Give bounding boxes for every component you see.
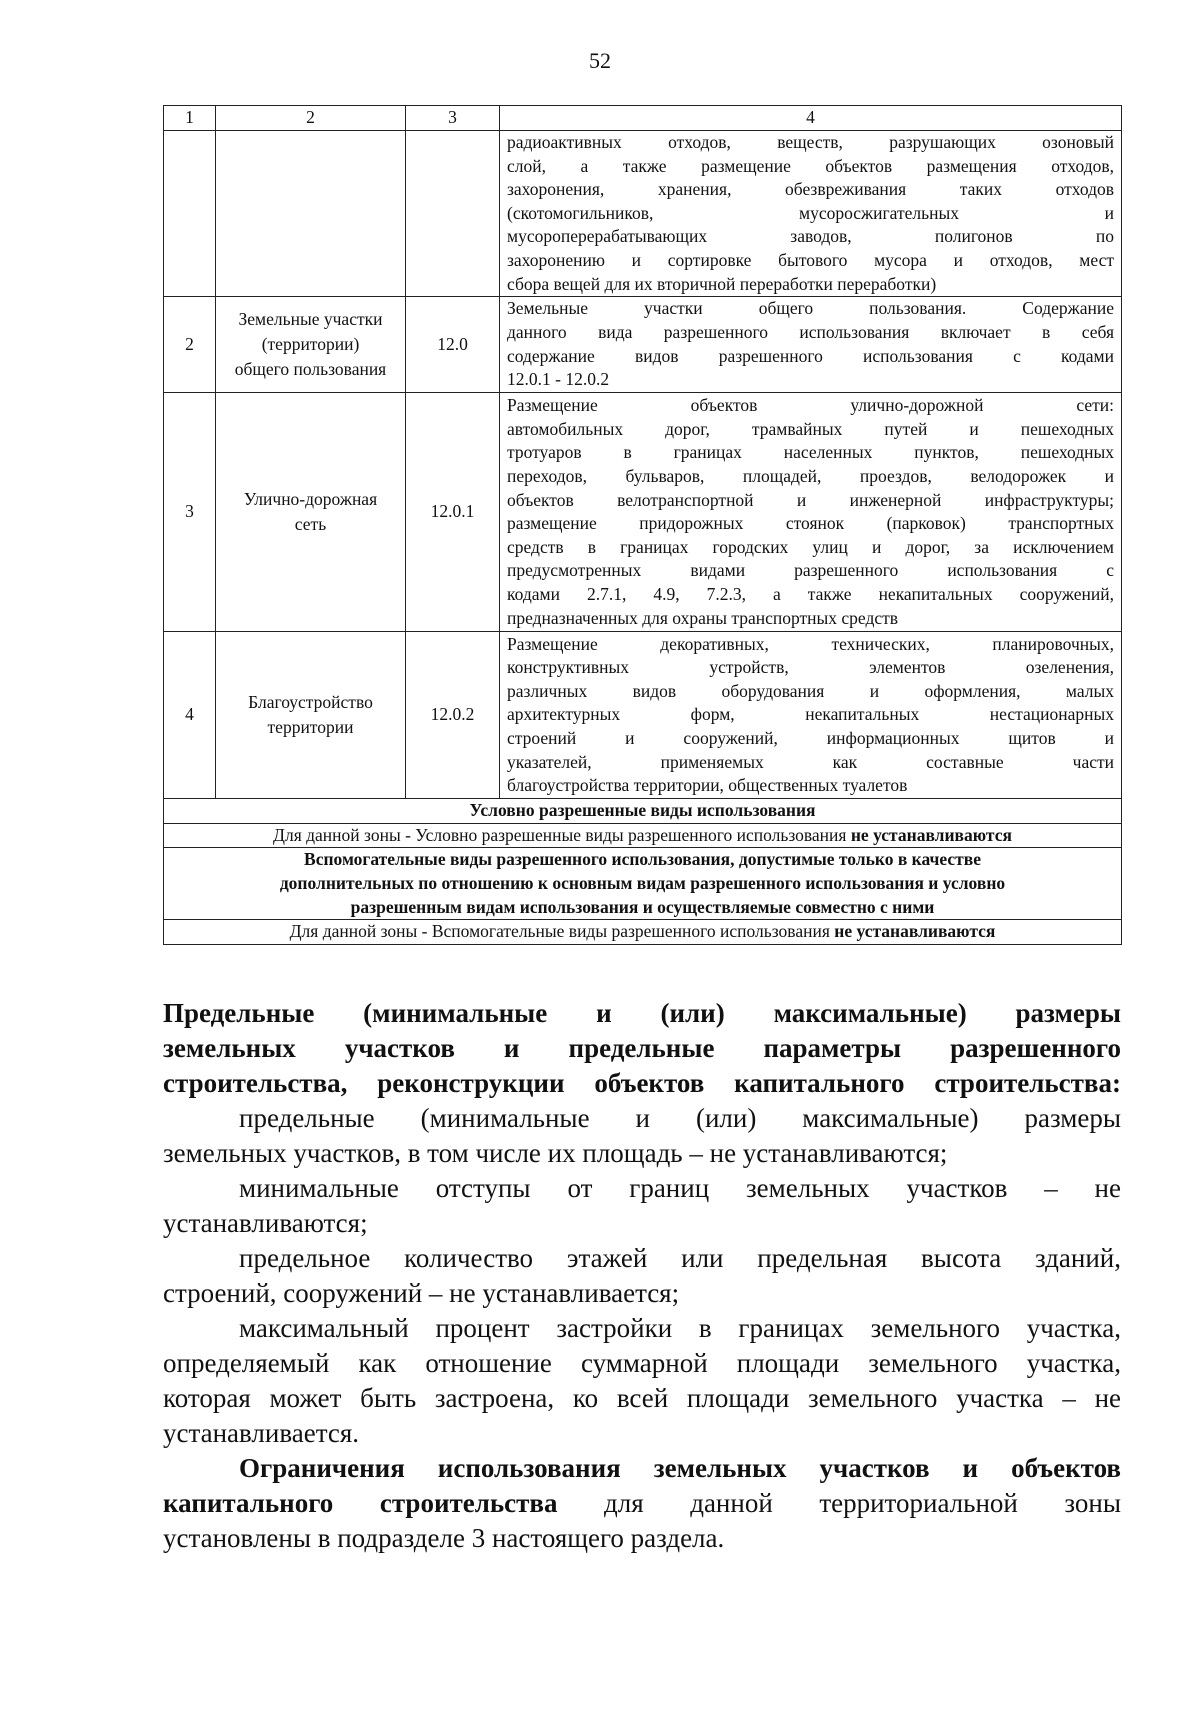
row-number: 4 [164, 632, 216, 799]
conditional-uses-heading: Условно разрешенные виды использования [164, 799, 1122, 824]
description-line: предусмотренных видами разрешенного использования с [507, 560, 1114, 581]
paragraph-setbacks [163, 1171, 1121, 1241]
restriction-line: установлены в подразделе 3 настоящего раздела. [163, 1523, 725, 1553]
conditional-note-bold: не устанавливаются [850, 824, 1012, 845]
conditional-uses-note [164, 823, 1122, 848]
description-cell [500, 297, 1122, 393]
restriction-line [163, 1486, 1121, 1521]
paragraph-line: земельных участков, в том числе их площадь – не устанавливаются; [163, 1138, 948, 1168]
description-line: 12.0.1 - 12.0.2 [507, 369, 610, 390]
auxiliary-uses-note [164, 920, 1122, 945]
paragraph-floors [163, 1241, 1121, 1311]
description-line: предназначенных для охраны транспортных средств [507, 607, 899, 628]
table-row [164, 297, 1122, 393]
paragraph-coverage [163, 1311, 1121, 1451]
cell-empty [406, 131, 500, 297]
section-heading [163, 996, 1121, 1101]
description-line: строений и сооружений, информационных щитов и [507, 727, 1114, 748]
description-line: данного вида разрешенного использования включает в себя [507, 322, 1114, 343]
land-use-table [163, 105, 1122, 945]
header-col-1: 1 [164, 106, 216, 131]
paragraph-restrictions [163, 1451, 1121, 1556]
description-line: указателей, применяемых как составные части [507, 751, 1114, 772]
use-name-line: территории [267, 717, 354, 738]
conditional-note-text: Для данной зоны - Условно разрешенные виды разрешенного использования [273, 824, 851, 845]
paragraph-line: устанавливается. [163, 1418, 359, 1448]
heading-line: строительства, реконструкции объектов капитального строительства: [163, 1068, 1121, 1098]
use-name-line: Благоустройство [248, 692, 373, 713]
heading-line: земельных участков и предельные параметры разрешенного [163, 1033, 1121, 1063]
auxiliary-note-bold: не устанавливаются [834, 921, 996, 942]
description-cell [500, 632, 1122, 799]
use-code: 12.0 [406, 297, 500, 393]
description-cell [500, 131, 1122, 297]
description-line: переходов, бульваров, площадей, проездов, велодорожек и [507, 465, 1114, 486]
heading-line: Предельные (минимальные и (или) максимальные) размеры [163, 998, 1121, 1028]
description-line: содержание видов разрешенного использования с кодами [507, 345, 1114, 366]
auxiliary-heading-line: дополнительных по отношению к основным видам разрешенного использования и условно [279, 873, 1006, 894]
table-row [164, 393, 1122, 632]
conditional-note-row [164, 823, 1122, 848]
description-line: благоустройства территории, общественных туалетов [507, 775, 908, 796]
description-line: автомобильных дорог, трамвайных путей и пешеходных [507, 418, 1114, 439]
use-name-cell [216, 393, 406, 632]
row-number: 2 [164, 297, 216, 393]
use-name-line: Улично-дорожная [243, 489, 378, 510]
description-line: размещение придорожных стоянок (парковок) транспортных [507, 513, 1114, 534]
paragraph-line: максимальный процент застройки в границах земельного участка, [239, 1313, 1121, 1343]
table-row-continuation [164, 131, 1122, 297]
header-col-4: 4 [500, 106, 1122, 131]
paragraph-line: предельные (минимальные и (или) максимальные) размеры [239, 1103, 1121, 1133]
description-line: захоронению и сортировке бытового мусора и отходов, мест [507, 249, 1114, 270]
header-col-2: 2 [216, 106, 406, 131]
description-line: Земельные участки общего пользования. Содержание [507, 298, 1114, 319]
conditional-header-row [164, 799, 1122, 824]
restriction-line: Ограничения использования земельных участков и объектов [239, 1453, 1121, 1483]
paragraph-line: устанавливаются; [163, 1208, 368, 1238]
page-number: 52 [589, 48, 611, 73]
paragraph-line: строений, сооружений – не устанавливается; [163, 1278, 680, 1308]
auxiliary-header-row [164, 848, 1122, 920]
description-line: объектов велотранспортной и инженерной инфраструктуры; [507, 489, 1114, 510]
description-line: тротуаров в границах населенных пунктов, пешеходных [507, 442, 1114, 463]
paragraph-line: определяемый как отношение суммарной площади земельного участка, [163, 1348, 1121, 1378]
auxiliary-heading-line: разрешенным видам использования и осуществляемые совместно с ними [350, 896, 935, 917]
description-line: конструктивных устройств, элементов озеленения, [507, 657, 1114, 678]
paragraph-line: предельное количество этажей или предельная высота зданий, [239, 1243, 1121, 1273]
use-name-cell [216, 632, 406, 799]
description-line: Размещение декоративных, технических, планировочных, [507, 633, 1114, 654]
description-line: сбора вещей для их вторичной переработки переработки) [507, 273, 937, 294]
header-col-3: 3 [406, 106, 500, 131]
use-name-cell [216, 297, 406, 393]
auxiliary-uses-heading [164, 848, 1122, 920]
description-line: мусороперерабатывающих заводов, полигонов по [507, 226, 1114, 247]
description-line: слой, а также размещение объектов размещения отходов, [507, 155, 1114, 176]
paragraph-line: минимальные отступы от границ земельных участков – не [239, 1173, 1121, 1203]
use-code: 12.0.1 [406, 393, 500, 632]
use-name-line: Земельные участки [238, 309, 383, 330]
auxiliary-note-text: Для данной зоны - Вспомогательные виды разрешенного использования [289, 921, 835, 942]
use-code: 12.0.2 [406, 632, 500, 799]
table-header-row [164, 106, 1122, 131]
description-line: различных видов оборудования и оформления, малых [507, 680, 1114, 701]
description-line: архитектурных форм, некапитальных нестационарных [507, 704, 1114, 725]
description-line: (скотомогильников, мусоросжигательных и [507, 202, 1114, 223]
description-line: захоронения, хранения, обезвреживания таких отходов [507, 179, 1114, 200]
cell-empty [216, 131, 406, 297]
use-name-line: сеть [294, 514, 327, 535]
cell-empty [164, 131, 216, 297]
description-cell [500, 393, 1122, 632]
paragraph-plot-sizes [163, 1101, 1121, 1171]
description-line: Размещение объектов улично-дорожной сети: [507, 395, 1114, 416]
use-name-line: общего пользования [234, 359, 387, 380]
auxiliary-note-row [164, 920, 1122, 945]
use-name-line: (территории) [261, 334, 360, 355]
table-row [164, 632, 1122, 799]
description-line: радиоактивных отходов, веществ, разрушающих озоновый [507, 132, 1114, 152]
restriction-bold: капитального строительства [163, 1488, 558, 1518]
description-line: средств в границах городских улиц и дорог, за исключением [507, 536, 1114, 557]
row-number: 3 [164, 393, 216, 632]
paragraph-line: которая может быть застроена, ко всей площади земельного участка – не [163, 1383, 1121, 1413]
description-line: кодами 2.7.1, 4.9, 7.2.3, а также некапитальных сооружений, [507, 583, 1114, 604]
auxiliary-heading-line: Вспомогательные виды разрешенного использования, допустимые только в качестве [304, 849, 981, 870]
restriction-rest: для данной территориальной зоны [557, 1488, 1121, 1518]
